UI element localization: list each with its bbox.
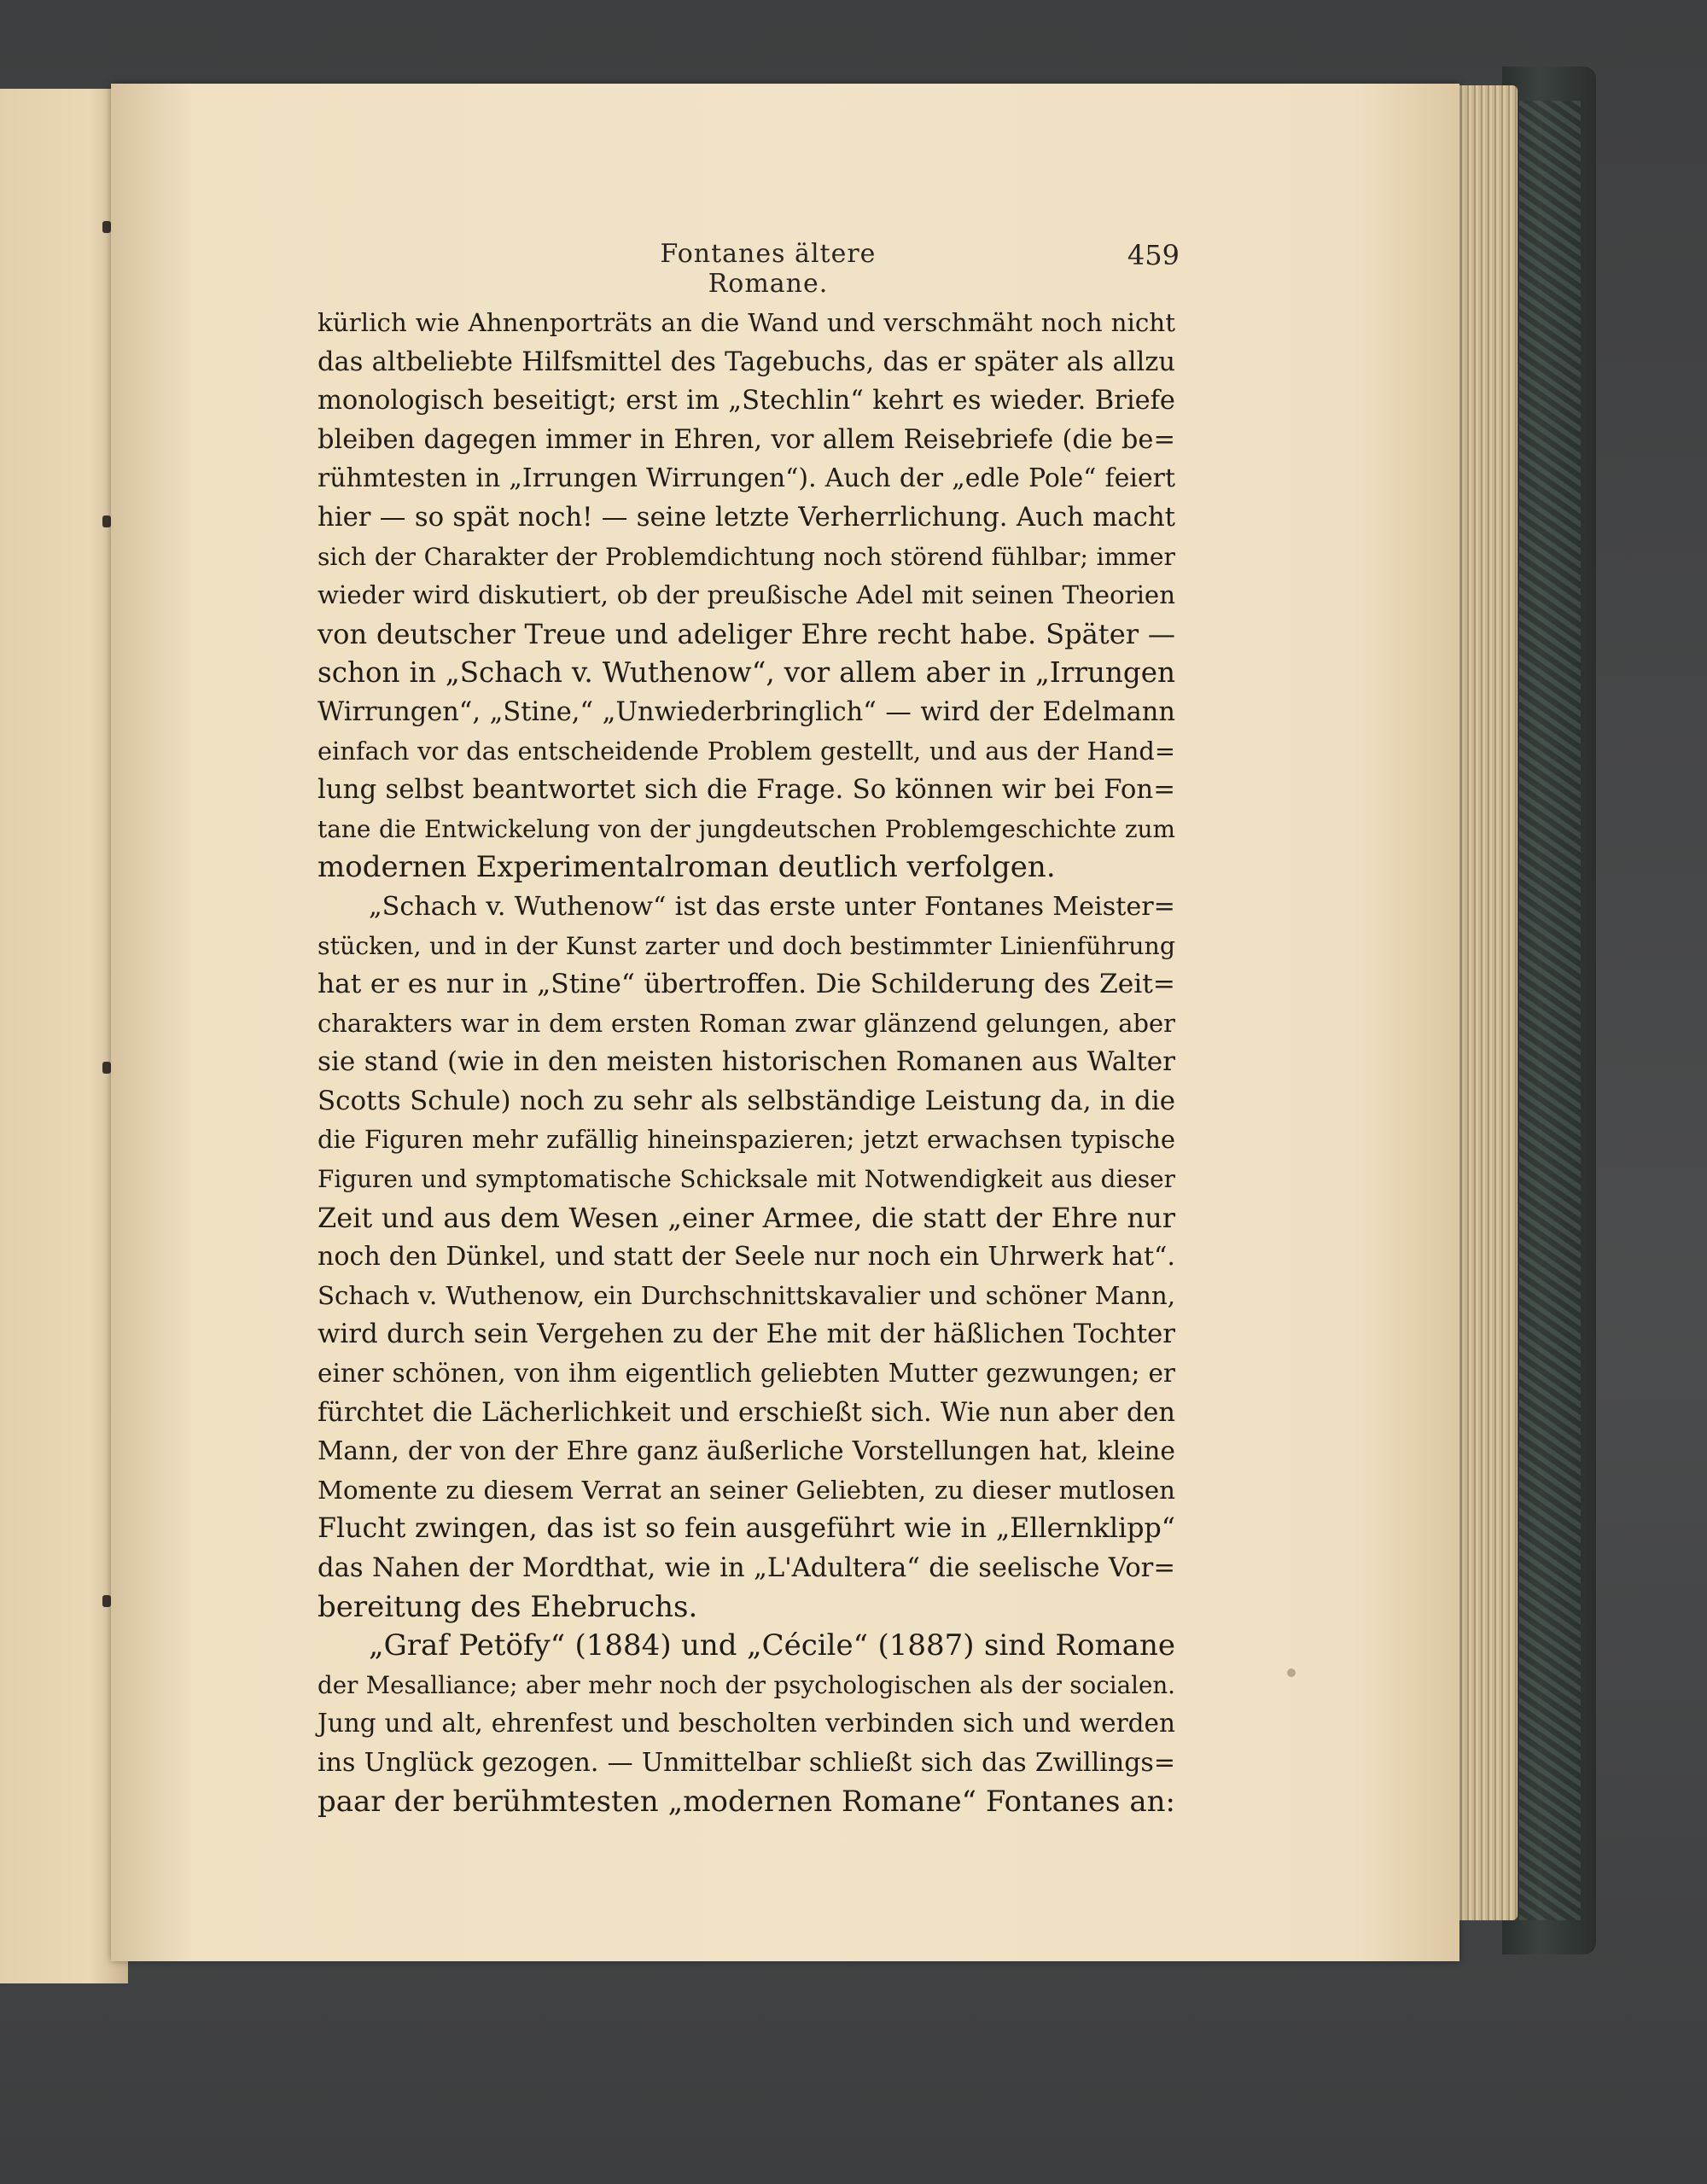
left-page-fragment (0, 89, 128, 1983)
text-line: stücken, und in der Kunst zarter und doch bestimmter Linienführung (318, 931, 1175, 960)
paragraph-start-line: „Schach v. Wuthenow“ ist das erste unter Fontanes Meister= (369, 891, 1175, 922)
running-head: Fontanes ältere Romane. (660, 239, 877, 299)
text-line: sie stand (wie in den meisten historischen Romanen aus Walter (318, 1046, 1175, 1078)
text-line: Wirrungen“, „Stine,“ „Unwiederbringlich“ — wird der Edelmann (318, 696, 1175, 727)
paragraph-end-line: bereitung des Ehebruchs. (318, 1589, 698, 1624)
text-line: tane die Entwickelung von der jungdeutschen Problemgeschichte zum (318, 814, 1175, 843)
paragraph-start-line: „Graf Petöfy“ (1884) und „Cécile“ (1887) sind Romane (369, 1628, 1175, 1663)
text-line: das altbeliebte Hilfsmittel des Tagebuchs, das er später als allzu (318, 347, 1175, 377)
binding-mark (102, 1062, 111, 1074)
text-line: einer schönen, von ihm eigentlich geliebten Mutter gezwungen; er (318, 1359, 1175, 1389)
text-line: schon in „Schach v. Wuthenow“, vor allem aber in „Irrungen (318, 656, 1175, 690)
text-line: hat er es nur in „Stine“ übertroffen. Die Schilderung des Zeit= (318, 969, 1175, 1000)
text-line: die Figuren mehr zufällig hineinspazieren; jetzt erwachsen typische (318, 1125, 1175, 1155)
text-line: bleiben dagegen immer in Ehren, vor allem Reisebriefe (die be= (318, 424, 1175, 455)
paragraph-end-line: modernen Experimentalroman deutlich verfolgen. (318, 850, 1056, 885)
text-line: lung selbst beantwortet sich die Frage. So können wir bei Fon= (318, 774, 1175, 806)
text-line: wird durch sein Vergehen zu der Ehe mit der häßlichen Tochter (318, 1319, 1175, 1350)
text-line: sich der Charakter der Problemdichtung noch störend fühlbar; immer (318, 542, 1175, 571)
page-number: 459 (1127, 239, 1180, 271)
text-line: kürlich wie Ahnenporträts an die Wand und verschmäht noch nicht (318, 308, 1175, 337)
text-line: Momente zu diesem Verrat an seiner Geliebten, zu dieser mutlosen (318, 1475, 1175, 1505)
text-line: Mann, der von der Ehre ganz äußerliche Vorstellungen hat, kleine (318, 1436, 1175, 1467)
text-line: von deutscher Treue und adeliger Ehre recht habe. Später — (318, 617, 1175, 650)
text-line: rühmtesten in „Irrungen Wirrungen“). Auch der „edle Pole“ feiert (318, 463, 1175, 494)
text-line: noch den Dünkel, und statt der Seele nur noch ein Uhrwerk hat“. (318, 1242, 1175, 1273)
text-line: paar der berühmtesten „modernen Romane“ Fontanes an: (318, 1784, 1175, 1819)
text-line: charakters war in dem ersten Roman zwar glänzend gelungen, aber (318, 1008, 1175, 1038)
text-line: der Mesalliance; aber mehr noch der psychologischen als der socialen. (318, 1670, 1175, 1699)
binding-mark (102, 1595, 111, 1607)
paper-speck (1287, 1669, 1296, 1677)
page-edges (1458, 85, 1518, 1920)
text-line: Flucht zwingen, das ist so fein ausgeführt wie in „Ellernklipp“ (318, 1513, 1175, 1545)
body-text (318, 304, 1175, 1821)
text-line: Schach v. Wuthenow, ein Durchschnittskavalier und schöner Mann, (318, 1280, 1175, 1310)
text-line: Zeit und aus dem Wesen „einer Armee, die statt der Ehre nur (318, 1201, 1175, 1234)
text-line: das Nahen der Mordthat, wie in „L'Adultera“ die seelische Vor= (318, 1553, 1175, 1583)
text-line: ins Unglück gezogen. — Unmittelbar schließt sich das Zwillings= (318, 1747, 1175, 1778)
text-line: Jung und alt, ehrenfest und bescholten verbinden sich und werden (318, 1709, 1175, 1738)
text-line: fürchtet die Lächerlichkeit und erschießt sich. Wie nun aber den (318, 1397, 1175, 1428)
text-line: hier — so spät noch! — seine letzte Verherrlichung. Auch macht (318, 501, 1175, 533)
text-line: Scotts Schule) noch zu sehr als selbständige Leistung da, in die (318, 1085, 1175, 1116)
text-line: einfach vor das entscheidende Problem gestellt, und aus der Hand= (318, 736, 1175, 766)
binding-mark (102, 221, 111, 233)
text-line: wieder wird diskutiert, ob der preußische Adel mit seinen Theorien (318, 580, 1175, 610)
binding-mark (102, 515, 111, 527)
text-line: monologisch beseitigt; erst im „Stechlin“ kehrt es wieder. Briefe (318, 386, 1175, 416)
text-line: Figuren und symptomatische Schicksale mit Notwendigkeit aus dieser (318, 1165, 1175, 1194)
